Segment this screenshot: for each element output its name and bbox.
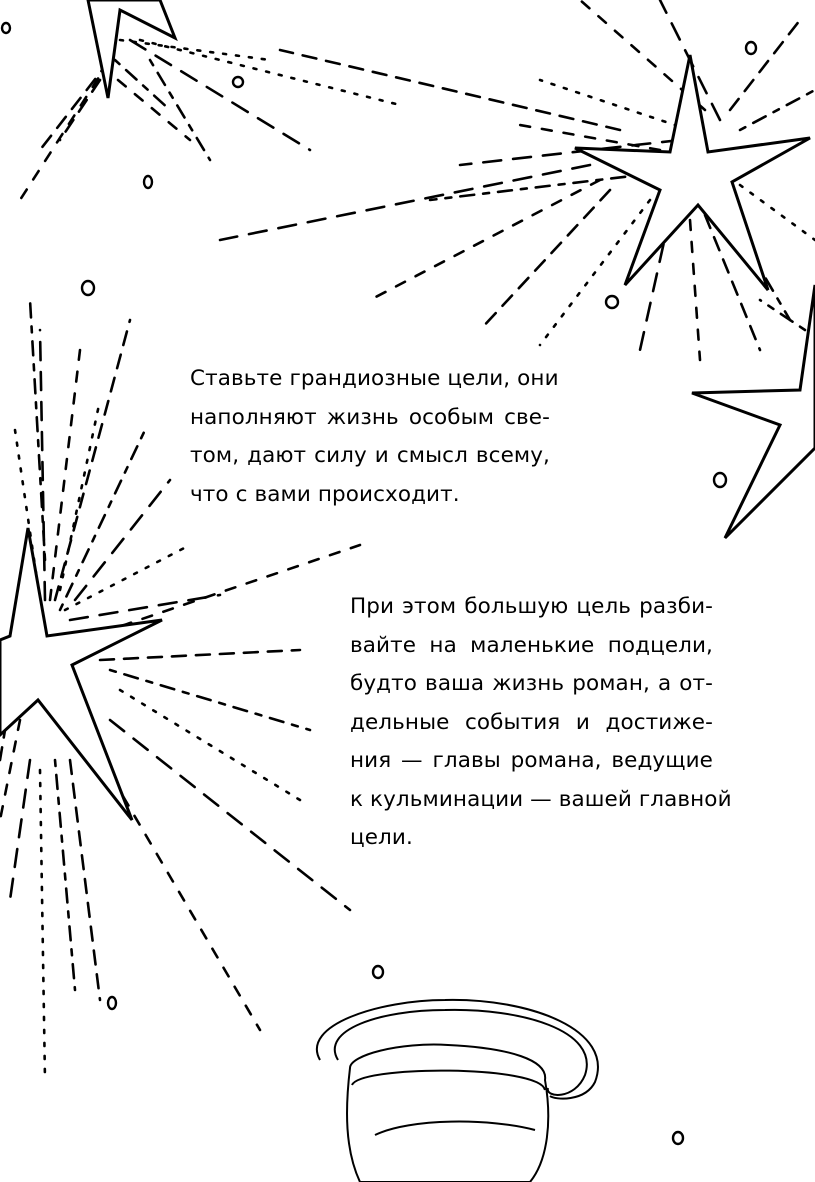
- dashed-ray: [110, 720, 350, 910]
- text-line: цели.: [350, 825, 413, 850]
- dashed-ray: [480, 190, 610, 330]
- dashed-ray: [30, 300, 45, 560]
- text-line: вайте на маленькие подцели,: [350, 632, 713, 658]
- star-icon: [88, 0, 175, 98]
- star-icon: [692, 285, 815, 538]
- dashed-ray: [60, 400, 100, 590]
- text-line: Ставьте грандиозные цели, они: [190, 366, 559, 391]
- text-line: что с вами происходит.: [190, 481, 460, 507]
- dashed-ray: [65, 545, 190, 610]
- dashed-ray: [60, 80, 100, 140]
- dashed-ray: [100, 650, 300, 660]
- dashed-ray: [280, 50, 620, 130]
- dashed-ray: [140, 40, 400, 105]
- text-line: будто ваша жизнь роман, а от-: [350, 671, 713, 696]
- text-line: ния — главы романа, ведущие: [350, 748, 713, 773]
- dashed-ray: [55, 760, 75, 990]
- ring-icon: [746, 42, 756, 54]
- ring-icon: [606, 296, 618, 308]
- text-line: При этом большую цель разби-: [350, 594, 713, 619]
- ring-icon: [233, 77, 243, 87]
- ring-icon: [673, 1132, 683, 1144]
- dashed-ray: [40, 770, 45, 1080]
- dashed-ray: [120, 690, 300, 800]
- dashed-ray: [40, 60, 110, 150]
- ring-icon: [144, 176, 152, 188]
- advice-paragraph: [350, 588, 732, 858]
- dashed-ray: [740, 185, 815, 240]
- text-line: наполняют жизнь особым све-: [190, 404, 550, 430]
- dashed-ray: [520, 125, 660, 150]
- motivation-paragraph: [190, 360, 559, 514]
- dashed-ray: [540, 80, 690, 130]
- ring-icon: [108, 997, 116, 1009]
- dashed-ray: [730, 20, 800, 110]
- dashed-ray: [60, 430, 145, 610]
- planet-icon: [317, 1000, 598, 1182]
- ring-icon: [2, 23, 10, 33]
- dashed-ray: [75, 480, 170, 600]
- dashed-ray: [370, 180, 600, 300]
- sparkle-dots: [2, 23, 756, 1144]
- dashed-ray: [430, 175, 640, 200]
- ring-icon: [714, 473, 726, 487]
- dashed-ray: [150, 60, 210, 160]
- dashed-ray: [20, 60, 110, 200]
- dashed-ray: [130, 40, 310, 150]
- dashed-ray: [690, 220, 700, 360]
- dashed-ray: [220, 165, 590, 240]
- dashed-ray: [10, 760, 30, 900]
- ring-icon: [82, 281, 94, 295]
- text-line: том, дают силу и смысл всему,: [190, 443, 550, 468]
- dashed-ray: [760, 300, 805, 330]
- ring-icon: [373, 966, 383, 978]
- star-icon: [575, 55, 810, 290]
- dashed-ray: [120, 40, 270, 60]
- dashed-ray: [70, 760, 100, 1000]
- dashed-ray: [70, 595, 220, 620]
- dashed-ray: [740, 90, 815, 130]
- dashed-ray: [110, 670, 310, 730]
- text-line: к кульминации — вашей главной: [350, 786, 732, 812]
- text-line: дельные события и достиже-: [350, 709, 713, 735]
